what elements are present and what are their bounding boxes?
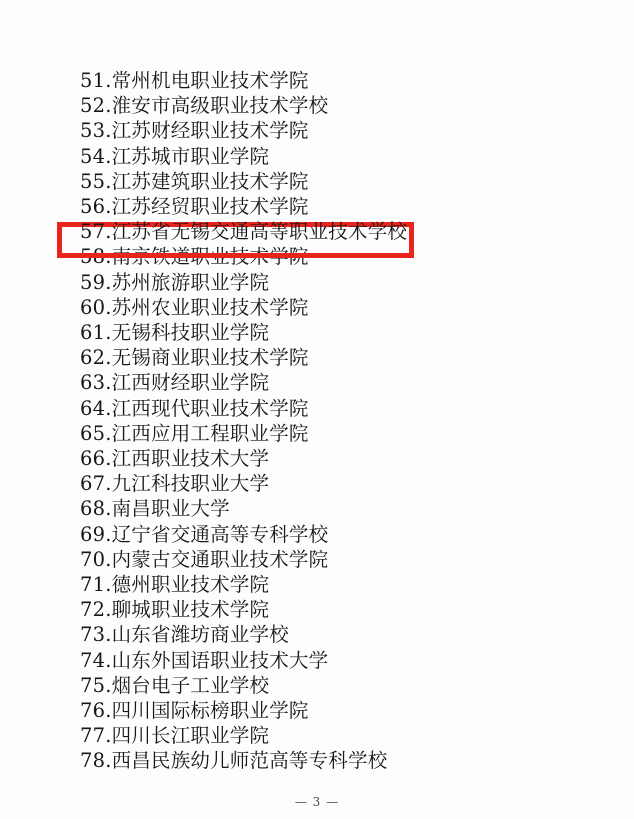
list-item: 67.九江科技职业大学	[80, 472, 270, 496]
list-item: 72.聊城职业技术学院	[80, 598, 270, 622]
list-item: 53.江苏财经职业技术学院	[80, 119, 309, 143]
list-item: 59.苏州旅游职业学院	[80, 270, 270, 294]
list-item: 75.烟台电子工业学校	[80, 673, 270, 697]
list-item: 54.江苏城市职业学院	[80, 144, 270, 168]
list-item: 69.辽宁省交通高等专科学校	[80, 522, 329, 546]
list-item: 68.南昌职业大学	[80, 497, 230, 521]
list-item: 61.无锡科技职业学院	[80, 321, 270, 345]
list-item: 71.德州职业技术学院	[80, 573, 270, 597]
list-item: 63.江西财经职业学院	[80, 371, 270, 395]
list-item: 78.西昌民族幼儿师范高等专科学校	[80, 749, 388, 773]
list-item: 51.常州机电职业技术学院	[80, 69, 309, 92]
list-item: 70.内蒙古交通职业技术学院	[80, 547, 329, 571]
list-item: 74.山东外国语职业技术大学	[80, 648, 329, 672]
list-item: 77.四川长江职业学院	[80, 724, 270, 748]
list-item: 55.江苏建筑职业技术学院	[80, 169, 309, 193]
list-item-highlighted: 57.江苏省无锡交通高等职业技术学校	[80, 220, 408, 244]
list-item: 66.江西职业技术大学	[80, 447, 270, 471]
institution-list	[80, 68, 560, 774]
list-item: 62.无锡商业职业技术学院	[80, 346, 309, 370]
page-number: — 3 —	[294, 795, 340, 809]
list-item: 76.四川国际标榜职业学院	[80, 699, 309, 723]
list-item: 60.苏州农业职业技术学院	[80, 295, 309, 319]
list-item: 64.江西现代职业技术学院	[80, 396, 309, 420]
list-item: 56.江苏经贸职业技术学院	[80, 195, 309, 219]
list-item: 73.山东省潍坊商业学校	[80, 623, 289, 647]
list-item: 58.南京铁道职业技术学院	[80, 245, 309, 269]
list-item: 52.淮安市高级职业技术学校	[80, 94, 329, 118]
list-item: 65.江西应用工程职业学院	[80, 421, 309, 445]
